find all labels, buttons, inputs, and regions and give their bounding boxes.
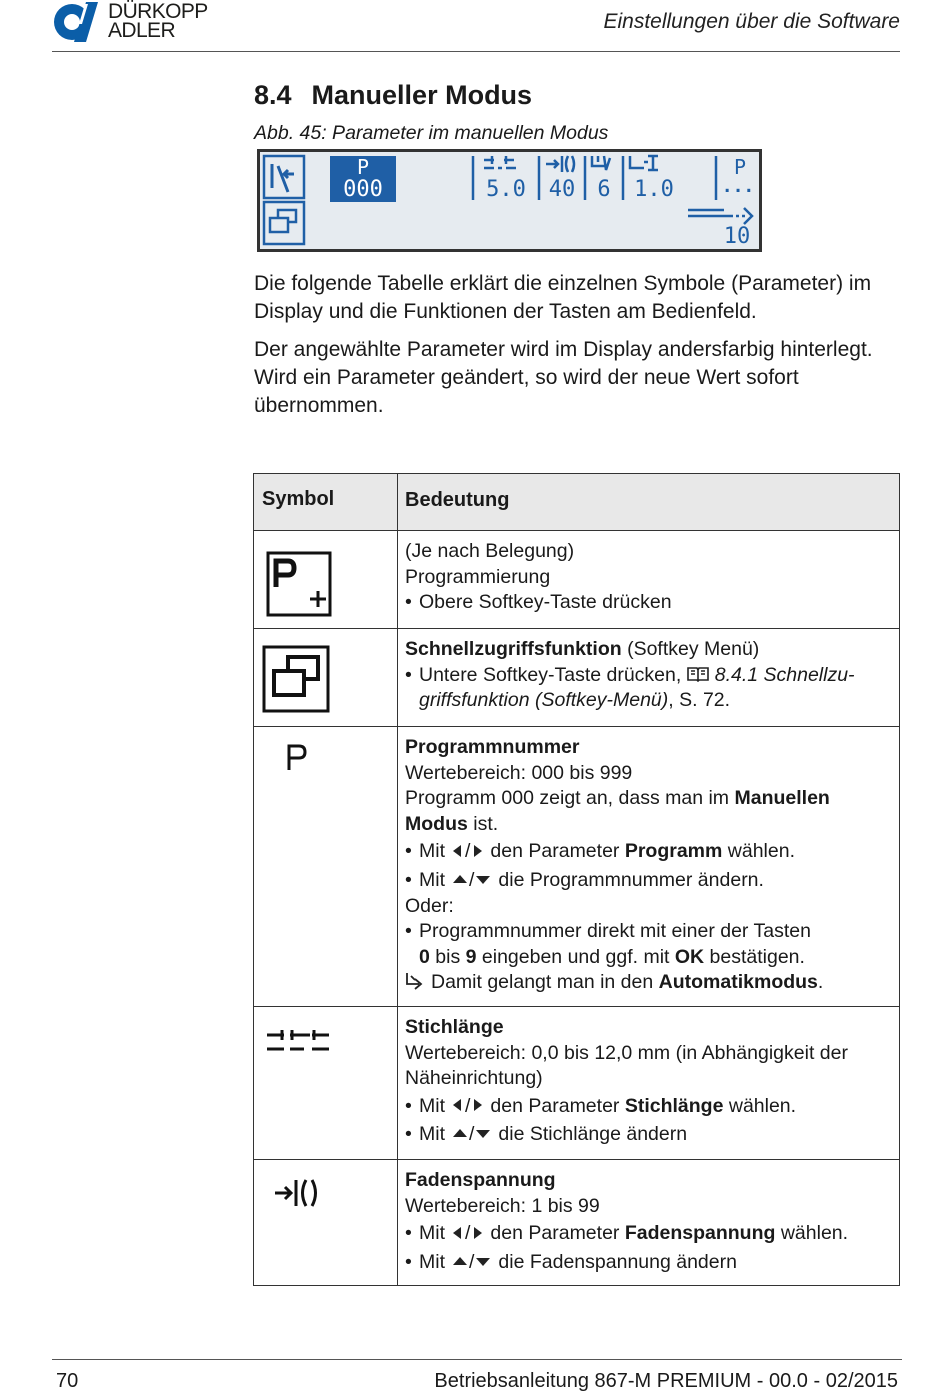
display-count-value: 10 (723, 224, 751, 249)
row3-b1-post: wählen. (722, 840, 795, 863)
key-ok: OK (674, 945, 705, 968)
section-number: 8.4 (254, 80, 292, 110)
up-arrow-icon (453, 1257, 467, 1265)
table-row (254, 628, 899, 726)
row3-desc-end: ist. (467, 812, 499, 835)
stitch-length-icon (266, 1029, 330, 1053)
softkey-program-icon (264, 156, 304, 198)
row3-b3: • Programmnummer direkt mit einer der Tasten (405, 919, 893, 945)
row3-result: Damit gelangt man in den (431, 971, 659, 994)
display-figure (257, 149, 762, 252)
running-header-title: Einstellungen über die Software (603, 10, 900, 33)
row5-b1-pre: Mit (419, 1222, 445, 1245)
thread-tension-icon (274, 1178, 320, 1208)
row3-b3-post: bestätigen. (704, 945, 805, 968)
row2-ref-link-cont[interactable]: griffsfunktion (Softkey-Menü) (419, 689, 669, 712)
row4-b2-pre: Mit (419, 1123, 445, 1146)
row5-b2-pre: Mit (419, 1250, 445, 1273)
display-p-dots: ... (721, 176, 755, 197)
row4-b1-bold: Stichlänge (624, 1094, 724, 1117)
row1-bullet: • Obere Softkey-Taste drücken (405, 590, 893, 616)
row3-b3-mid2: eingeben und ggf. mit (476, 945, 675, 968)
display-stitch-length: 5.0 (486, 177, 526, 202)
row5-b1-bold: Fadenspannung (624, 1222, 776, 1245)
row3-or: Oder: (405, 894, 454, 917)
row4-title: Stichlänge (405, 1016, 504, 1038)
row2-bullet-text: Untere Softkey-Taste drücken, (419, 663, 687, 686)
header-rule (52, 51, 900, 52)
right-arrow-icon (474, 1227, 482, 1239)
logo-line-2: ADLER (108, 19, 176, 42)
col-header-symbol: Symbol (254, 474, 398, 530)
row4-b2-post: die Stichlänge ändern (498, 1123, 688, 1146)
table-row (254, 530, 899, 628)
key-0: 0 (419, 945, 430, 968)
up-arrow-icon (453, 875, 467, 883)
row5-range: Wertebereich: 1 bis 99 (405, 1194, 600, 1217)
col-header-meaning: Bedeutung (405, 489, 510, 511)
row2-title-suffix: (Softkey Menü) (621, 638, 760, 660)
left-arrow-icon (453, 1227, 461, 1239)
row3-b1-pre: Mit (419, 840, 445, 863)
down-arrow-icon (476, 1130, 490, 1138)
table-header-row (254, 474, 899, 530)
left-arrow-icon (453, 845, 461, 857)
section-heading: Manueller Modus (311, 80, 533, 110)
display-foot-lift: 1.0 (634, 177, 674, 202)
row1-line1: (Je nach Belegung) (405, 540, 575, 562)
right-arrow-icon (474, 1099, 482, 1111)
row2-ref-page: , S. 72. (668, 689, 731, 712)
row5-b1-mid: den Parameter (490, 1222, 625, 1245)
row4-b1-post: wählen. (723, 1094, 797, 1117)
row1-line2: Programmierung (405, 565, 551, 588)
display-p-label: P (733, 155, 747, 179)
row3-b3-mid: bis (429, 945, 466, 968)
row5-b2-post: die Fadenspannung ändern (498, 1250, 737, 1273)
row4-b1-mid: den Parameter (490, 1094, 625, 1117)
book-reference-icon (687, 666, 709, 682)
row3-b2-pre: Mit (419, 868, 445, 891)
row3-b2-post: die Programmnummer ändern. (498, 868, 764, 891)
intro-paragraph-2: Der angewählte Parameter wird im Display andersfarbig hinterlegt. Wird ein Parameter geändert, so wird der neue Wert sofort übernommen. (254, 338, 873, 417)
display-program-label: P (356, 155, 370, 179)
row3-result-end: . (817, 971, 824, 994)
left-arrow-icon (453, 1099, 461, 1111)
display-foot-value: 6 (597, 177, 611, 202)
up-arrow-icon (453, 1129, 467, 1137)
page-number: 70 (56, 1370, 79, 1392)
logo-mark-icon (52, 2, 104, 42)
table-row: Fadenspannung Wertebereich: 1 bis 99 • Mit / den Parameter Fadenspannung wählen. • Mit / die Fadenspannung ändern (254, 1159, 899, 1285)
row4-b1-pre: Mit (419, 1094, 445, 1117)
row3-result-bold: Automatikmodus (658, 971, 818, 994)
display-thread-tension: 40 (548, 177, 576, 202)
row5-b1-post: wählen. (775, 1222, 849, 1245)
right-arrow-icon (474, 845, 482, 857)
row3-desc: Programm 000 zeigt an, dass man im (405, 787, 735, 810)
row2-title: Schnellzugriffsfunktion (405, 638, 622, 660)
key-9: 9 (465, 945, 477, 968)
row3-b1-bold: Programm (624, 840, 723, 863)
logo-text (108, 2, 208, 40)
duerkopp-adler-logo (52, 2, 222, 42)
section-title (254, 80, 532, 111)
logo-line-1: DÜRKOPP (108, 0, 208, 23)
result-arrow-icon (405, 972, 425, 990)
row2-ref-link[interactable]: 8.4.1 Schnellzu- (714, 663, 855, 686)
row3-title: Programmnummer (405, 736, 580, 758)
down-arrow-icon (476, 1258, 490, 1266)
program-plus-icon (266, 551, 332, 617)
row3-b1-mid: den Parameter (490, 840, 625, 863)
document-reference: Betriebsanleitung 867-M PREMIUM - 00.0 - 02/2015 (434, 1370, 898, 1392)
display-program-value: 000 (343, 177, 383, 202)
figure-caption: Abb. 45: Parameter im manuellen Modus (254, 122, 609, 144)
seam-counter-icon (688, 208, 752, 224)
row4-range: Wertebereich: 0,0 bis 12,0 mm (in Abhängigkeit der Näheinrichtung) (405, 1041, 848, 1090)
display-screen (260, 152, 759, 249)
intro-paragraph-1: Die folgende Tabelle erklärt die einzelnen Symbole (Parameter) im Display und die Funktionen der Tasten am Bedienfeld. (254, 272, 872, 323)
down-arrow-icon (476, 876, 490, 884)
row3-desc-bold: Manuellen Modus (405, 787, 830, 835)
footer-rule (52, 1359, 902, 1360)
symbol-table (253, 473, 900, 1286)
table-row: Stichlänge Wertebereich: 0,0 bis 12,0 mm (in Abhängigkeit der Näheinrichtung) • Mit / den Parameter Stichlänge wählen. • Mit / die Stichlänge ändern (254, 1006, 899, 1159)
quick-access-menu-icon (262, 645, 330, 713)
table-row: Programmnummer Wertebereich: 000 bis 999 Programm 000 zeigt an, dass man im Manuellen Modus ist. • Mit / den Parameter Programm wählen. • Mit / die Programmnummer ändern. Oder: • Programmnummer direkt mit einer der Tasten 0 bis 9 eingeben und ggf. mit OK bestätigen. Damit gelangt man in den Automatikmodus. (254, 726, 899, 1006)
row5-title: Fadenspannung (405, 1169, 556, 1191)
row3-range: Wertebereich: 000 bis 999 (405, 761, 633, 784)
program-number-icon (286, 743, 308, 771)
